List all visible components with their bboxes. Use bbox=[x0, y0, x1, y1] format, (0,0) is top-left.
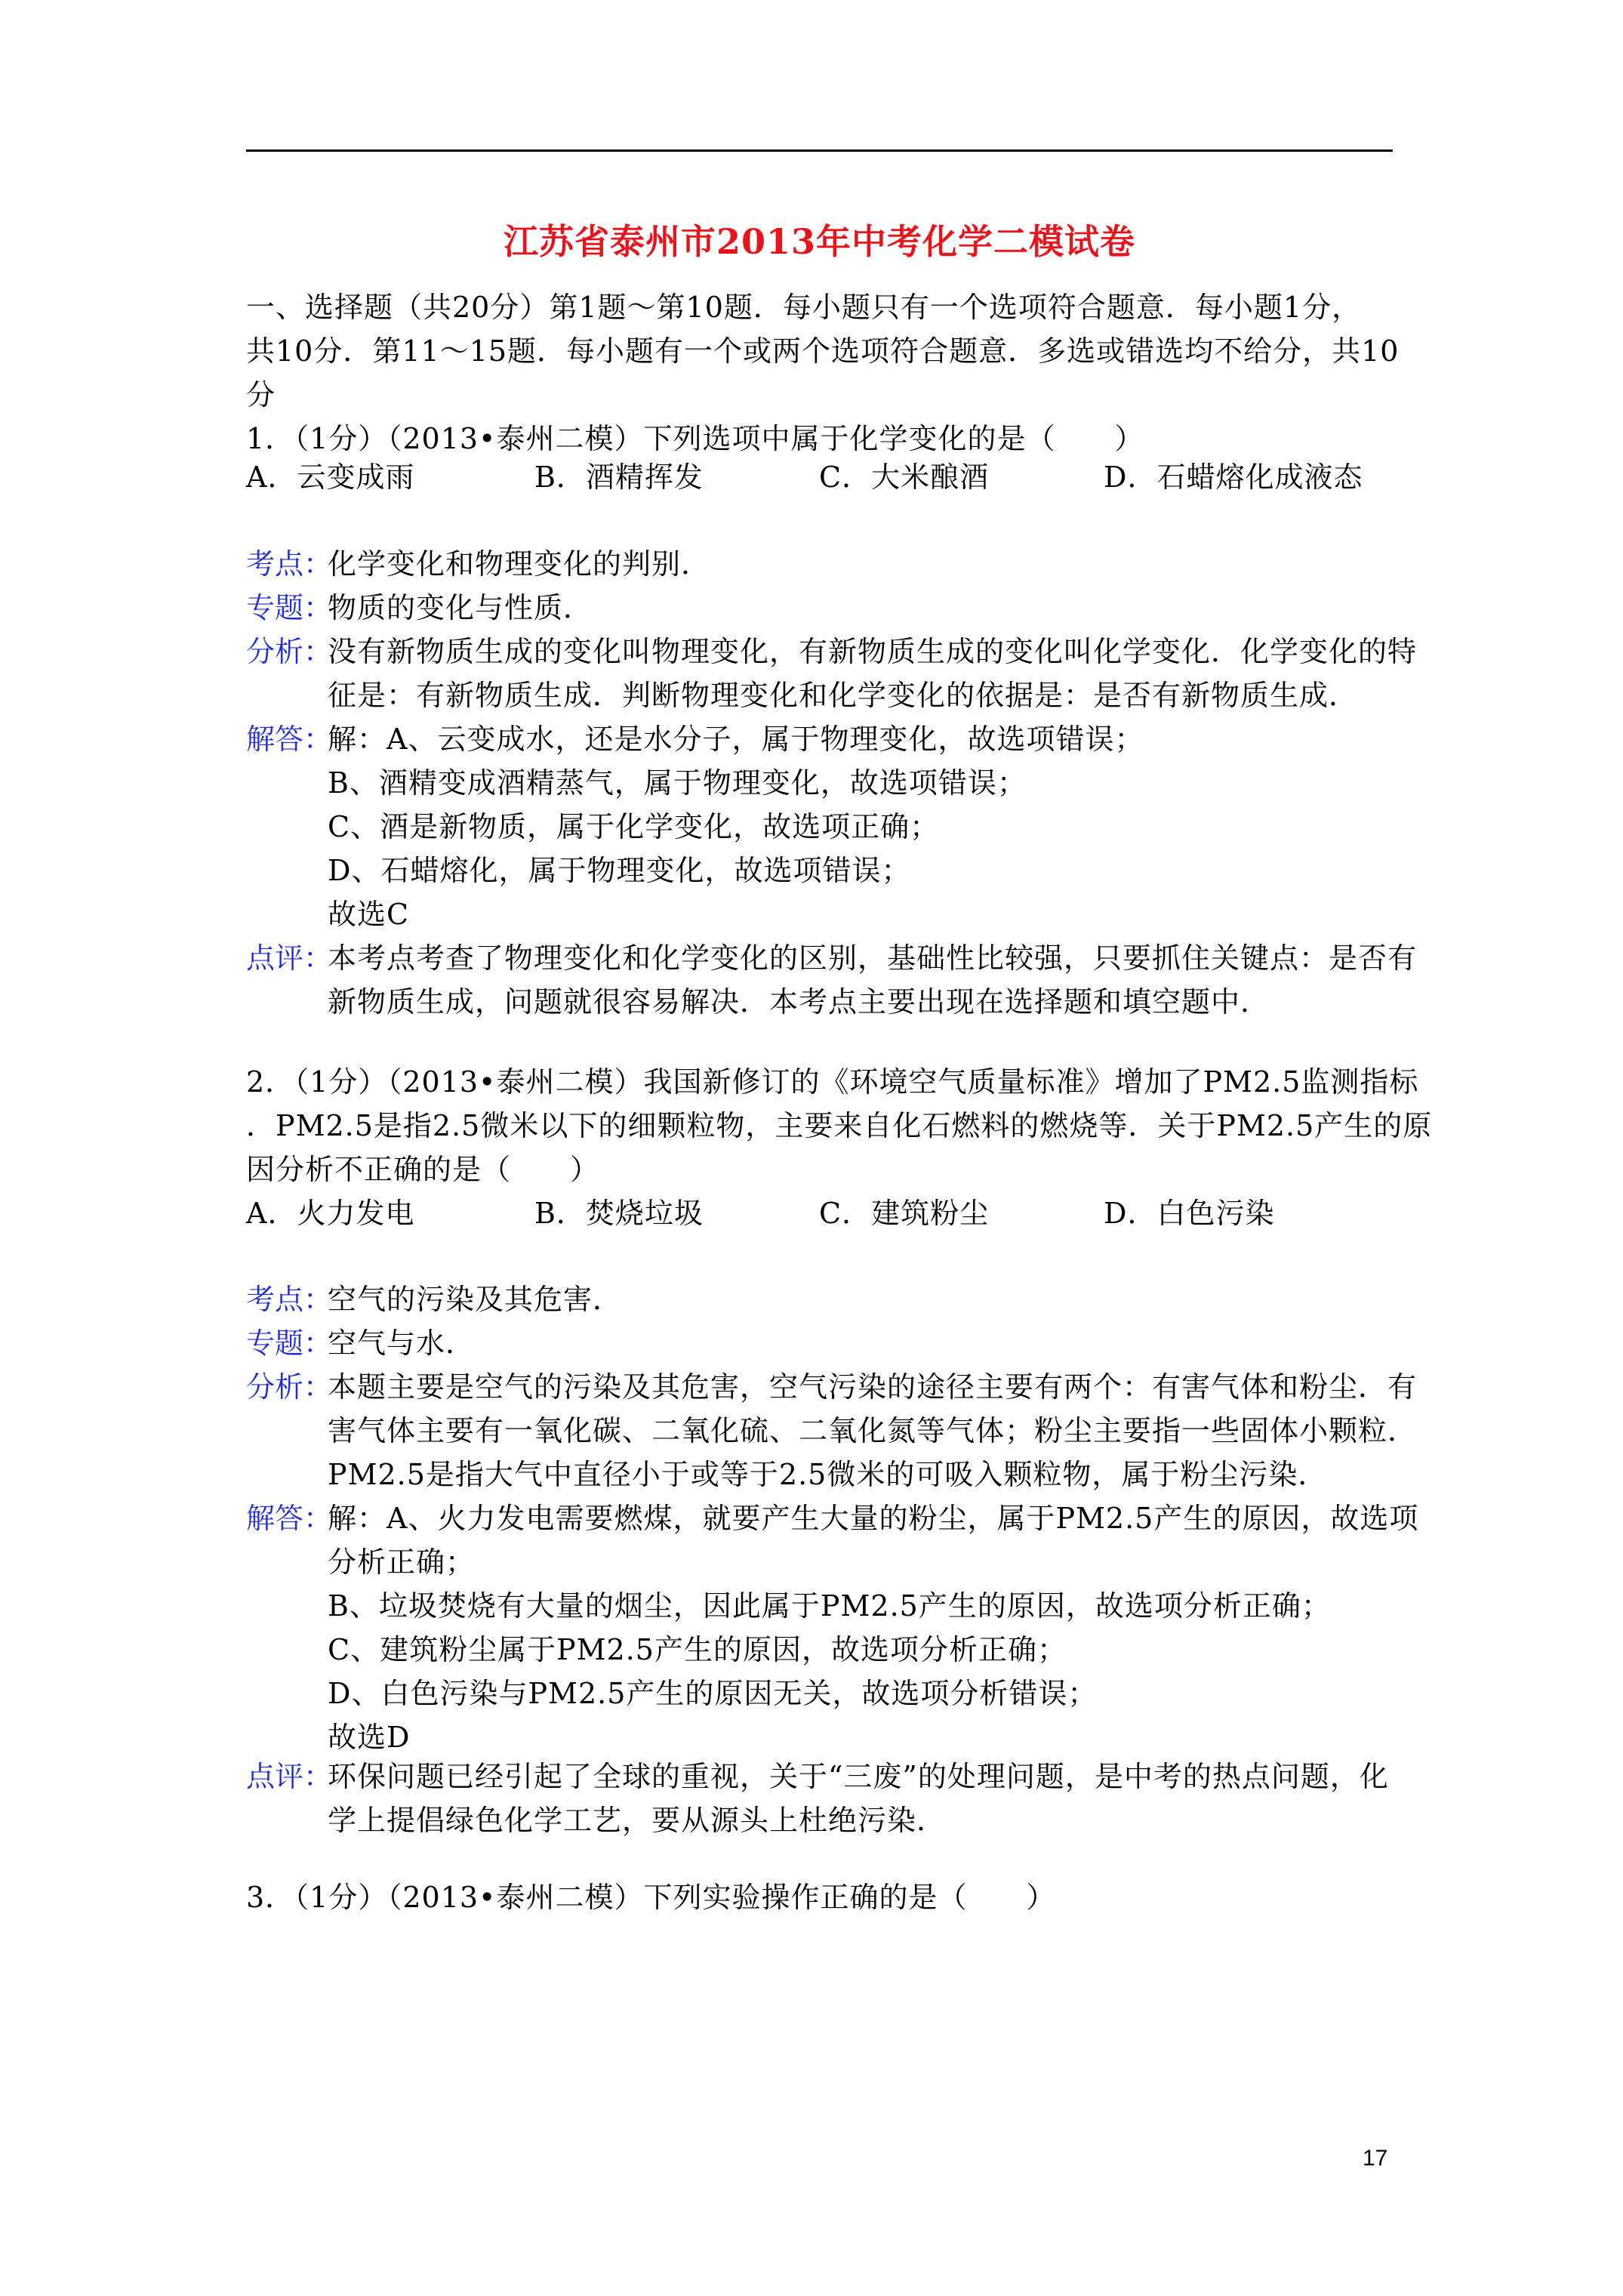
q2-jieda-line: D、白色污染与PM2.5产生的原因无关，故选项分析错误； bbox=[328, 1677, 1098, 1710]
q1-option-d: D．石蜡熔化成液态 bbox=[1104, 461, 1363, 494]
question-2-stem-line: ．PM2.5是指2.5微米以下的细颗粒物，主要来自化石燃料的燃烧等．关于PM2.5产生的原 bbox=[246, 1109, 1433, 1142]
q1-option-a: A．云变成雨 bbox=[246, 461, 415, 494]
q2-fenxi-line: 本题主要是空气的污染及其危害，空气污染的途径主要有两个：有害气体和粉尘．有 bbox=[328, 1370, 1418, 1404]
q1-fenxi-label: 分析： bbox=[246, 635, 333, 668]
q2-jieda-label: 解答： bbox=[246, 1502, 333, 1535]
q1-option-b: B．酒精挥发 bbox=[534, 461, 704, 494]
q2-option-c: C．建筑粉尘 bbox=[819, 1197, 990, 1230]
question-1-stem: 1．（1分）（2013•泰州二模）下列选项中属于化学变化的是（ ） bbox=[246, 422, 1144, 455]
q1-jieda-line: B、酒精变成酒精蒸气，属于物理变化，故选项错误； bbox=[328, 766, 1027, 800]
q2-kaodian-label: 考点： bbox=[246, 1283, 333, 1316]
question-2-stem-line: 因分析不正确的是（ ） bbox=[246, 1153, 600, 1186]
q2-zhuanti-text: 空气与水． bbox=[328, 1327, 476, 1360]
q1-kaodian-label: 考点： bbox=[246, 547, 333, 581]
section-heading-line: 一、选择题（共20分）第1题～第10题．每小题只有一个选项符合题意．每小题1分， bbox=[246, 291, 1362, 324]
q1-dianping-line: 新物质生成，问题就很容易解决．本考点主要出现在选择题和填空题中． bbox=[328, 985, 1270, 1019]
q2-dianping-line: 环保问题已经引起了全球的重视，关于“三废”的处理问题，是中考的热点问题，化 bbox=[328, 1760, 1389, 1793]
q1-zhuanti-text: 物质的变化与性质． bbox=[328, 591, 593, 624]
q1-jieda-label: 解答： bbox=[246, 723, 333, 756]
q2-option-b: B．焚烧垃圾 bbox=[534, 1197, 704, 1230]
section-heading-line: 共10分．第11～15题．每小题有一个或两个选项符合题意．多选或错选均不给分，共10 bbox=[246, 334, 1400, 368]
q1-jieda-line: 解：A、云变成水，还是水分子，属于物理变化，故选项错误； bbox=[328, 723, 1144, 756]
q1-fenxi-line: 没有新物质生成的变化叫物理变化，有新物质生成的变化叫化学变化．化学变化的特 bbox=[328, 635, 1418, 668]
q2-jieda-line: 解：A、火力发电需要燃煤，就要产生大量的粉尘，属于PM2.5产生的原因，故选项 bbox=[328, 1502, 1419, 1535]
q2-jieda-line: C、建筑粉尘属于PM2.5产生的原因，故选项分析正确； bbox=[328, 1633, 1067, 1666]
q2-jieda-line: 故选D bbox=[328, 1721, 411, 1754]
q1-fenxi-line: 征是：有新物质生成．判断物理变化和化学变化的依据是：是否有新物质生成． bbox=[328, 679, 1359, 712]
q2-dianping-line: 学上提倡绿色化学工艺，要从源头上杜绝污染． bbox=[328, 1804, 947, 1837]
q2-option-a: A．火力发电 bbox=[246, 1197, 415, 1230]
q1-option-c: C．大米酿酒 bbox=[819, 461, 990, 494]
q2-zhuanti-label: 专题： bbox=[246, 1327, 333, 1360]
q2-option-d: D．白色污染 bbox=[1104, 1197, 1275, 1230]
q1-jieda-line: D、石蜡熔化，属于物理变化，故选项错误； bbox=[328, 854, 911, 887]
q1-dianping-line: 本考点考查了物理变化和化学变化的区别，基础性比较强，只要抓住关键点：是否有 bbox=[328, 942, 1418, 975]
header-rule bbox=[246, 149, 1393, 152]
page-title: 江苏省泰州市2013年中考化学二模试卷 bbox=[503, 221, 1136, 262]
q2-fenxi-line: 害气体主要有一氧化碳、二氧化硫、二氧化氮等气体；粉尘主要指一些固体小颗粒． bbox=[328, 1414, 1418, 1447]
q2-jieda-line: 分析正确； bbox=[328, 1546, 476, 1579]
q2-jieda-line: B、垃圾焚烧有大量的烟尘，因此属于PM2.5产生的原因，故选项分析正确； bbox=[328, 1589, 1331, 1623]
q1-dianping-label: 点评： bbox=[246, 942, 333, 975]
page-number: 17 bbox=[1363, 2146, 1388, 2171]
question-2-stem-line: 2．（1分）（2013•泰州二模）我国新修订的《环境空气质量标准》增加了PM2.5监测指标 bbox=[246, 1065, 1419, 1099]
section-heading-line: 分 bbox=[246, 378, 276, 411]
q2-fenxi-label: 分析： bbox=[246, 1370, 333, 1404]
question-3-stem: 3．（1分）（2013•泰州二模）下列实验操作正确的是（ ） bbox=[246, 1881, 1056, 1914]
q2-dianping-label: 点评： bbox=[246, 1760, 333, 1793]
q1-jieda-line: C、酒是新物质，属于化学变化，故选项正确； bbox=[328, 810, 940, 843]
q1-jieda-line: 故选C bbox=[328, 898, 410, 931]
q1-zhuanti-label: 专题： bbox=[246, 591, 333, 624]
q1-kaodian-text: 化学变化和物理变化的判别． bbox=[328, 547, 711, 581]
q2-kaodian-text: 空气的污染及其危害． bbox=[328, 1283, 623, 1316]
q2-fenxi-line: PM2.5是指大气中直径小于或等于2.5微米的可吸入颗粒物，属于粉尘污染． bbox=[328, 1458, 1328, 1491]
